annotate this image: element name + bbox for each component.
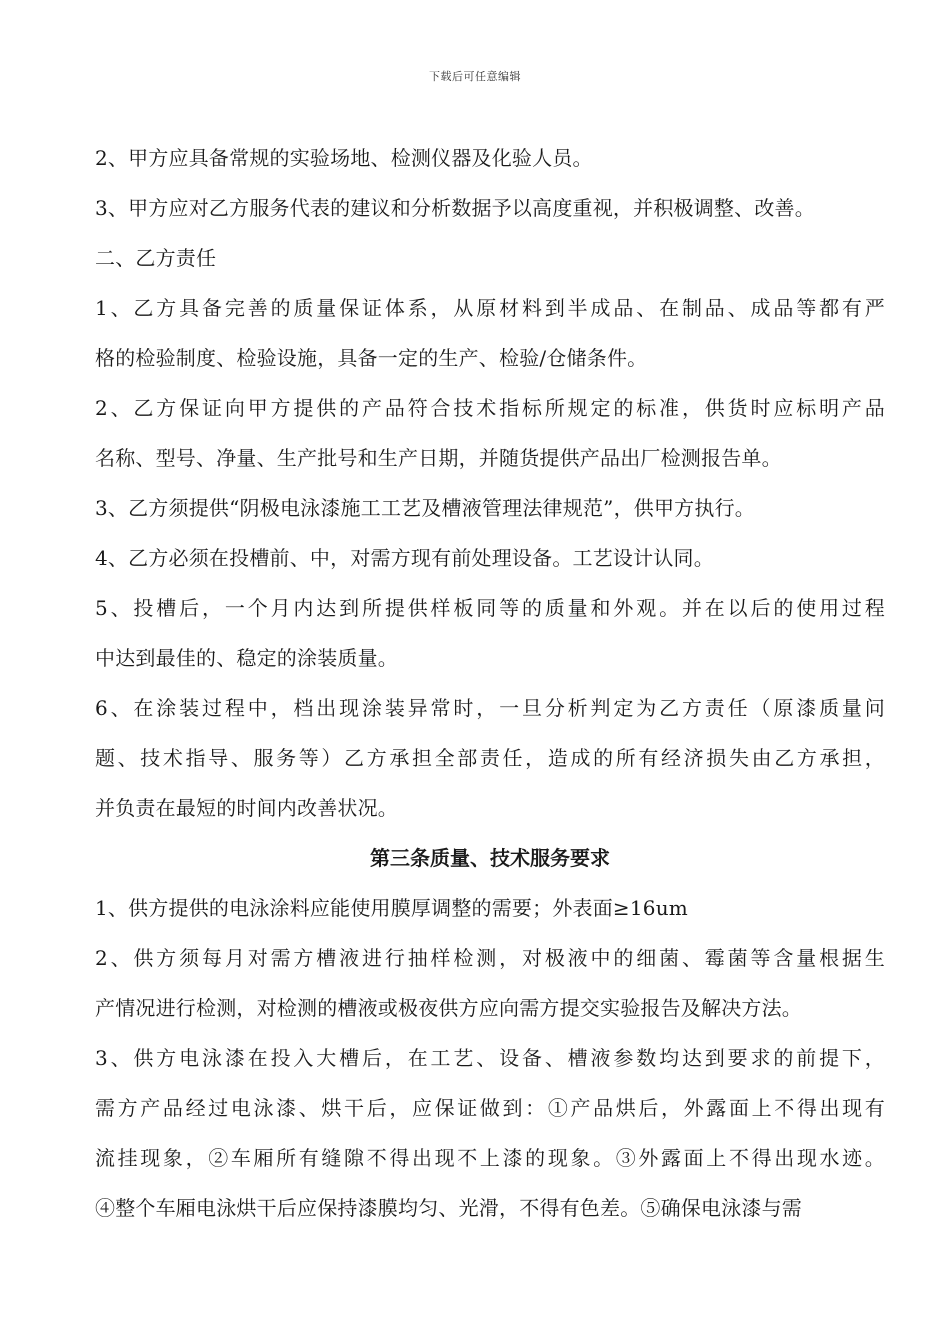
paragraph-line: ④整个车厢电泳烘干后应保持漆膜均匀、光滑，不得有色差。⑤确保电泳漆与需 — [95, 1196, 802, 1220]
paragraph-line: 并负责在最短的时间内改善状况。 — [95, 796, 398, 820]
paragraph-line: 题、技术指导、服务等）乙方承担全部责任，造成的所有经济损失由乙方承担， — [95, 746, 885, 770]
responsibility-clauses — [95, 133, 885, 833]
paragraph-line: 格的检验制度、检验设施，具备一定的生产、检验/仓储条件。 — [95, 346, 648, 370]
document-body — [95, 133, 885, 1233]
paragraph-line: 需方产品经过电泳漆、烘干后，应保证做到：①产品烘后，外露面上不得出现有 — [95, 1096, 885, 1120]
paragraph — [95, 683, 885, 833]
paragraph-line: 3、甲方应对乙方服务代表的建议和分析数据予以高度重视，并积极调整、改善。 — [95, 196, 815, 220]
paragraph — [95, 933, 885, 1033]
paragraph — [95, 233, 885, 283]
paragraph — [95, 1033, 885, 1233]
paragraph-line: 2、甲方应具备常规的实验场地、检测仪器及化验人员。 — [95, 146, 593, 170]
paragraph-line: 名称、型号、净量、生产批号和生产日期，并随货提供产品出厂检测报告单。 — [95, 446, 782, 470]
paragraph-line: 二、乙方责任 — [95, 246, 217, 270]
paragraph — [95, 283, 885, 383]
paragraph — [95, 583, 885, 683]
paragraph-line: 4、乙方必须在投槽前、中，对需方现有前处理设备。工艺设计认同。 — [95, 546, 714, 570]
paragraph-line: 5、投槽后，一个月内达到所提供样板同等的质量和外观。并在以后的使用过程 — [95, 596, 885, 620]
paragraph-line: 1、供方提供的电泳涂料应能使用膜厚调整的需要；外表面≥16um — [95, 896, 688, 920]
paragraph-line: 2、乙方保证向甲方提供的产品符合技术指标所规定的标准，供货时应标明产品 — [95, 396, 885, 420]
page-header: 下载后可任意编辑 — [429, 70, 521, 83]
quality-requirement-clauses — [95, 883, 885, 1233]
paragraph-line: 流挂现象，②车厢所有缝隙不得出现不上漆的现象。③外露面上不得出现水迹。 — [95, 1146, 885, 1170]
paragraph-line: 3、乙方须提供“阴极电泳漆施工工艺及槽液管理法律规范”，供甲方执行。 — [95, 496, 755, 520]
paragraph-line: 产情况进行检测，对检测的槽液或极夜供方应向需方提交实验报告及解决方法。 — [95, 996, 802, 1020]
paragraph — [95, 133, 885, 183]
paragraph — [95, 183, 885, 233]
paragraph-line: 2、供方须每月对需方槽液进行抽样检测，对极液中的细菌、霉菌等含量根据生 — [95, 946, 885, 970]
paragraph-line: 1、乙方具备完善的质量保证体系，从原材料到半成品、在制品、成品等都有严 — [95, 296, 885, 320]
paragraph-line: 中达到最佳的、稳定的涂装质量。 — [95, 646, 398, 670]
paragraph — [95, 883, 885, 933]
paragraph — [95, 533, 885, 583]
section-heading: 第三条质量、技术服务要求 — [370, 846, 610, 870]
paragraph — [95, 483, 885, 533]
paragraph — [95, 383, 885, 483]
paragraph-line: 3、供方电泳漆在投入大槽后，在工艺、设备、槽液参数均达到要求的前提下， — [95, 1046, 885, 1070]
paragraph-line: 6、在涂装过程中，档出现涂装异常时，一旦分析判定为乙方责任（原漆质量问 — [95, 696, 885, 720]
